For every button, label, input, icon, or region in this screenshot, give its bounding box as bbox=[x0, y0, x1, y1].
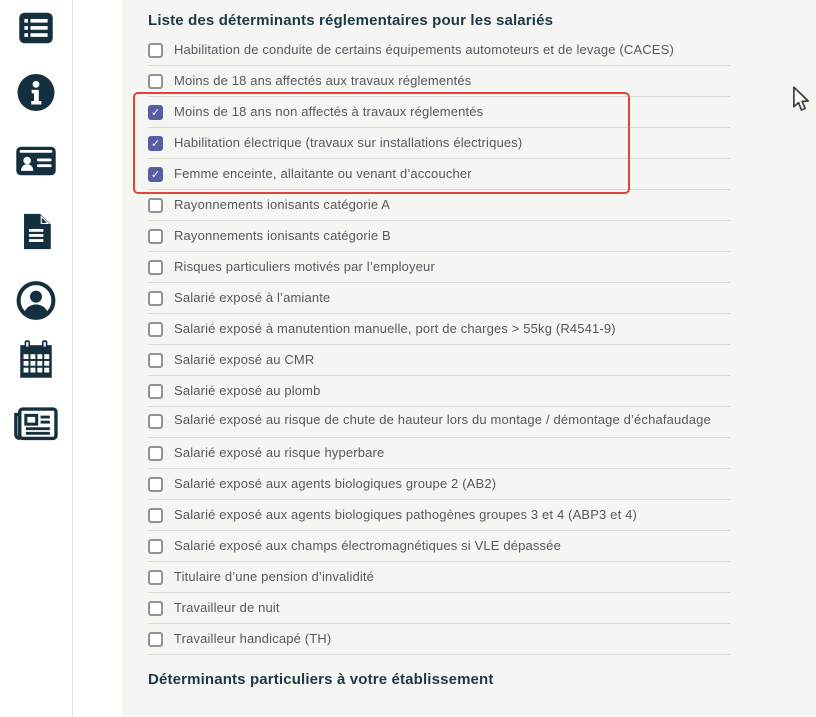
checklist-row[interactable] bbox=[148, 190, 730, 221]
checklist-row-label: Travailleur handicapé (TH) bbox=[174, 631, 332, 647]
checklist-row-label: Salarié exposé au plomb bbox=[174, 383, 321, 399]
checkbox[interactable] bbox=[148, 167, 163, 182]
checkbox[interactable] bbox=[148, 136, 163, 151]
info-icon[interactable] bbox=[18, 74, 55, 111]
checkbox[interactable] bbox=[148, 414, 163, 429]
checklist-row-label: Habilitation de conduite de certains équipements automoteurs et de levage (CACES) bbox=[174, 42, 674, 58]
checkbox[interactable] bbox=[148, 198, 163, 213]
checkbox[interactable] bbox=[148, 632, 163, 647]
checkbox[interactable] bbox=[148, 260, 163, 275]
checklist-row-label: Moins de 18 ans affectés aux travaux réglementés bbox=[174, 73, 472, 89]
checklist-row[interactable] bbox=[148, 97, 730, 128]
checkbox[interactable] bbox=[148, 601, 163, 616]
checkbox[interactable] bbox=[148, 570, 163, 585]
checklist-row-label: Femme enceinte, allaitante ou venant d’accoucher bbox=[174, 166, 472, 182]
checklist-row[interactable] bbox=[148, 407, 730, 438]
checkbox[interactable] bbox=[148, 508, 163, 523]
checklist-row[interactable] bbox=[148, 562, 730, 593]
checkbox[interactable] bbox=[148, 105, 163, 120]
calendar-icon[interactable] bbox=[18, 339, 54, 379]
user-icon[interactable] bbox=[17, 281, 56, 320]
checklist-row[interactable] bbox=[148, 438, 730, 469]
checkbox[interactable] bbox=[148, 446, 163, 461]
checklist-row[interactable] bbox=[148, 314, 730, 345]
checklist-row[interactable] bbox=[148, 35, 730, 66]
icon-sidebar bbox=[0, 0, 73, 717]
checklist-row[interactable] bbox=[148, 221, 730, 252]
checkbox[interactable] bbox=[148, 384, 163, 399]
checklist-row[interactable] bbox=[148, 593, 730, 624]
section-title: Liste des déterminants réglementaires pour les salariés bbox=[148, 12, 554, 29]
news-icon[interactable] bbox=[14, 407, 58, 441]
checkbox[interactable] bbox=[148, 353, 163, 368]
checklist-row[interactable] bbox=[148, 283, 730, 314]
checklist-row-label: Salarié exposé au CMR bbox=[174, 352, 315, 368]
checklist-row-label: Risques particuliers motivés par l’employeur bbox=[174, 259, 435, 275]
checklist-row-label: Salarié exposé à l’amiante bbox=[174, 290, 331, 306]
checklist-row[interactable] bbox=[148, 128, 730, 159]
checkbox[interactable] bbox=[148, 291, 163, 306]
checkbox[interactable] bbox=[148, 539, 163, 554]
checklist-row-label: Moins de 18 ans non affectés à travaux réglementés bbox=[174, 104, 484, 120]
checklist-row-label: Salarié exposé au risque de chute de hauteur lors du montage / démontage d’échafaudage bbox=[174, 412, 711, 427]
checkbox[interactable] bbox=[148, 43, 163, 58]
checklist-row-label: Titulaire d’une pension d’invalidité bbox=[174, 569, 375, 585]
checklist-row-label: Rayonnements ionisants catégorie A bbox=[174, 197, 391, 213]
checklist-row-label: Habilitation électrique (travaux sur installations électriques) bbox=[174, 135, 523, 151]
section-title-establishment: Déterminants particuliers à votre établissement bbox=[148, 671, 494, 688]
checklist-row[interactable] bbox=[148, 500, 730, 531]
checkbox[interactable] bbox=[148, 229, 163, 244]
determinants-panel bbox=[122, 0, 816, 717]
checklist-row[interactable] bbox=[148, 624, 730, 655]
checklist-row[interactable] bbox=[148, 531, 730, 562]
checkbox[interactable] bbox=[148, 322, 163, 337]
checkbox[interactable] bbox=[148, 74, 163, 89]
billing-list-icon[interactable] bbox=[19, 12, 54, 44]
id-card-icon[interactable] bbox=[16, 146, 57, 176]
checkbox[interactable] bbox=[148, 477, 163, 492]
regulatory-determinants-list bbox=[148, 35, 730, 655]
checklist-row-label: Salarié exposé au risque hyperbare bbox=[174, 445, 385, 461]
checklist-row[interactable] bbox=[148, 159, 730, 190]
checklist-row-label: Travailleur de nuit bbox=[174, 600, 280, 616]
checklist-row-label: Salarié exposé aux agents biologiques pathogènes groupes 3 et 4 (ABP3 et 4) bbox=[174, 507, 637, 523]
checklist-row-label: Salarié exposé aux champs électromagnétiques si VLE dépassée bbox=[174, 538, 561, 554]
checklist-row[interactable] bbox=[148, 376, 730, 407]
checklist-row[interactable] bbox=[148, 252, 730, 283]
checklist-row[interactable] bbox=[148, 469, 730, 500]
checklist-row-label: Rayonnements ionisants catégorie B bbox=[174, 228, 391, 244]
checklist-row-label: Salarié exposé aux agents biologiques groupe 2 (AB2) bbox=[174, 476, 497, 492]
checklist-row-label: Salarié exposé à manutention manuelle, port de charges > 55kg (R4541-9) bbox=[174, 321, 616, 337]
document-icon[interactable] bbox=[21, 213, 52, 250]
checklist-row[interactable] bbox=[148, 345, 730, 376]
checklist-row[interactable] bbox=[148, 66, 730, 97]
